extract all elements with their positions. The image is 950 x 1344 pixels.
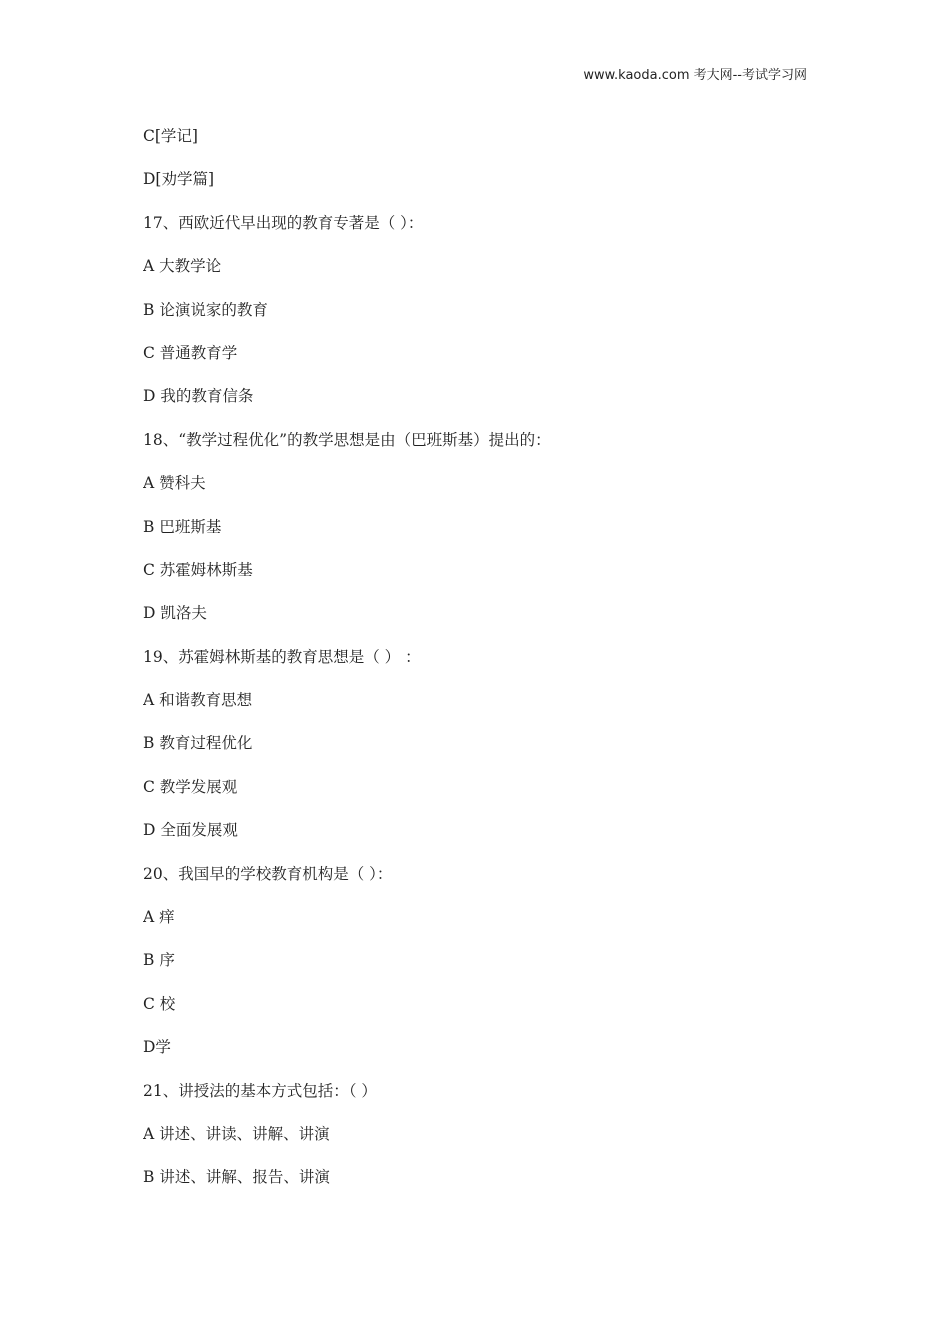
question-18: 18、“教学过程优化”的教学思想是由（巴班斯基）提出的：	[143, 430, 551, 449]
document-body	[143, 124, 823, 1209]
option-line: C 教学发展观	[143, 777, 238, 796]
option-line: B 序	[143, 951, 175, 970]
text-line: C[学记]	[143, 127, 198, 145]
question-20: 20、我国早的学校教育机构是（ ）：	[143, 864, 393, 883]
option-line: D 我的教育信条	[143, 387, 254, 406]
option-line: A 大教学论	[143, 257, 222, 276]
text-line: D[劝学篇]	[143, 170, 215, 189]
option-line: A 和谐教育思想	[143, 691, 253, 710]
option-line: C 普通教育学	[143, 343, 238, 362]
option-line: B 论演说家的教育	[143, 300, 268, 319]
option-line: B 巴班斯基	[143, 517, 222, 536]
question-17: 17、西欧近代早出现的教育专著是（ ）：	[143, 213, 424, 232]
option-line: B 教育过程优化	[143, 734, 253, 753]
option-line: D 凯洛夫	[143, 604, 207, 623]
question-19: 19、苏霍姆林斯基的教育思想是（ ） ：	[143, 647, 421, 666]
option-line: B 讲述、讲解、报告、讲演	[143, 1168, 330, 1187]
page-header: www.kaoda.com 考大网--考试学习网	[583, 68, 807, 83]
option-line: A 赞科夫	[143, 474, 206, 493]
option-line: D学	[143, 1038, 171, 1057]
option-line: A 讲述、讲读、讲解、讲演	[143, 1124, 330, 1143]
option-line: D 全面发展观	[143, 821, 238, 840]
option-line: A 痒	[143, 908, 175, 927]
question-21: 21、讲授法的基本方式包括：（ ）	[143, 1081, 377, 1100]
option-line: C 苏霍姆林斯基	[143, 560, 253, 579]
option-line: C 校	[143, 994, 176, 1013]
